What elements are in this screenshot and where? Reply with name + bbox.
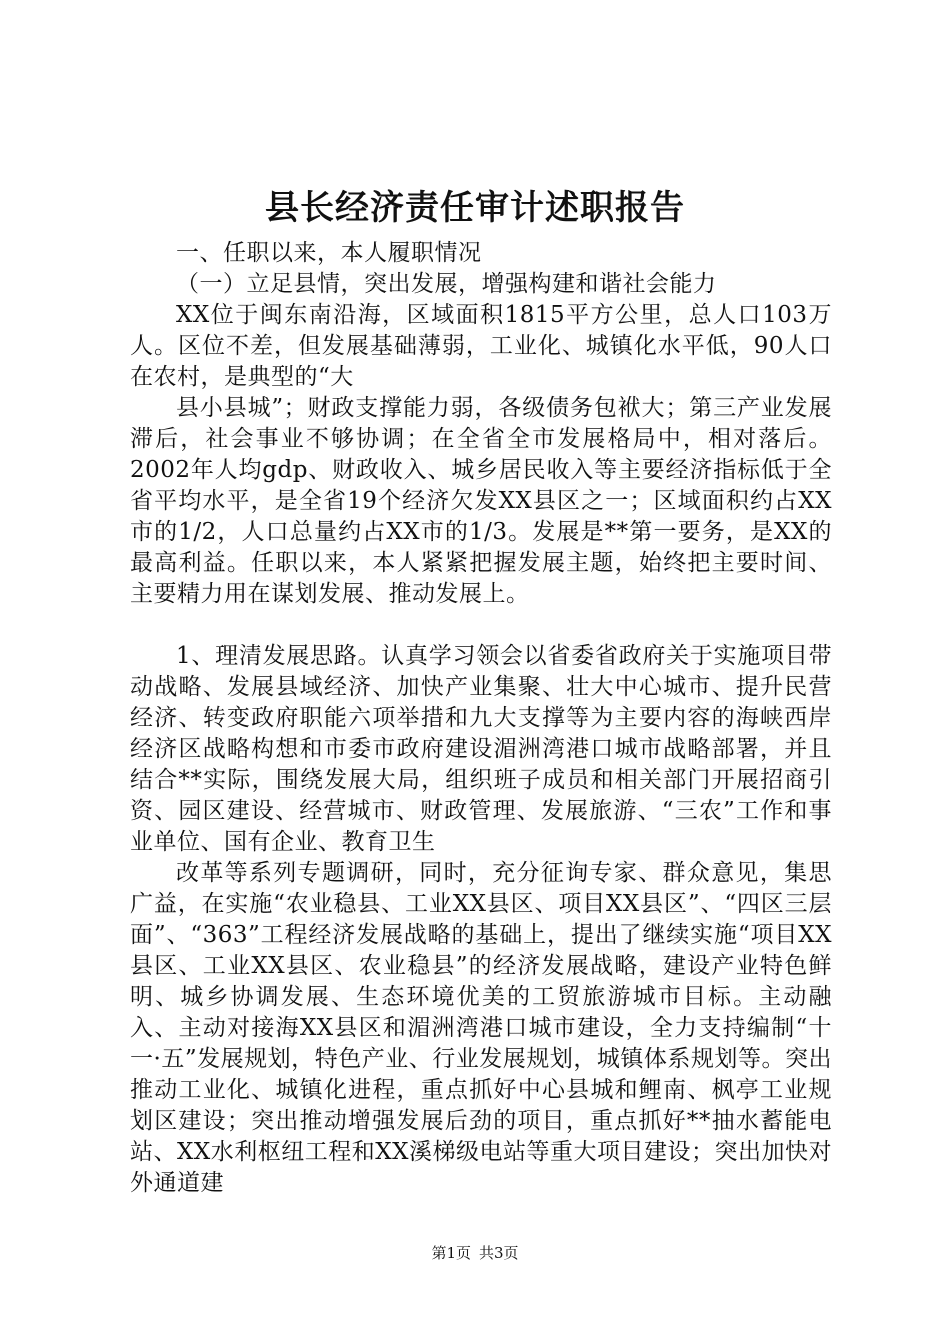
page-number: 第1页 bbox=[431, 1244, 471, 1262]
document-body bbox=[130, 238, 832, 1199]
body-paragraph: XX位于闽东南沿海，区域面积1815平方公里，总人口103万人。区位不差，但发展基础薄弱，工业化、城镇化水平低，90人口在农村，是典型的“大 bbox=[130, 302, 832, 390]
subsection-heading: （一）立足县情，突出发展，增强构建和谐社会能力 bbox=[176, 271, 717, 297]
body-paragraph: 县小县城”；财政支撑能力弱，各级债务包袱大；第三产业发展滞后，社会事业不够协调；在全省全市发展格局中，相对落后。2002年人均gdp、财政收入、城乡居民收入等主要经济指标低于全省平均水平，是全省19个经济欠发XX县区之一；区域面积约占XX市的1/2，人口总量约占XX市的1/3。发展是**第一要务，是XX的最高利益。任职以来，本人紧紧把握发展主题，始终把主要时间、主要精力用在谋划发展、推动发展上。 bbox=[130, 395, 832, 607]
body-paragraph: 改革等系列专题调研，同时，充分征询专家、群众意见，集思广益，在实施“农业稳县、工业XX县区、项目XX县区”、“四区三层面”、“363”工程经济发展战略的基础上，提出了继续实施“项目XX县区、工业XX县区、农业稳县”的经济发展战略，建设产业特色鲜明、城乡协调发展、生态环境优美的工贸旅游城市目标。主动融入、主动对接海XX县区和湄洲湾港口城市建设，全力支持编制“十一·五”发展规划，特色产业、行业发展规划，城镇体系规划等。突出推动工业化、城镇化进程，重点抓好中心县城和鲤南、枫亭工业规划区建设；突出推动增强发展后劲的项目，重点抓好**抽水蓄能电站、XX水利枢纽工程和XX溪梯级电站等重大项目建设；突出加快对外通道建 bbox=[130, 860, 832, 1196]
section-heading: 一、任职以来，本人履职情况 bbox=[176, 240, 482, 266]
page-footer bbox=[0, 1243, 950, 1263]
body-paragraph: 1、理清发展思路。认真学习领会以省委省政府关于实施项目带动战略、发展县域经济、加快产业集聚、壮大中心城市、提升民营经济、转变政府职能六项举措和九大支撑等为主要内容的海峡西岸经济区战略构想和市委市政府建设湄洲湾港口城市战略部署，并且结合**实际，围绕发展大局，组织班子成员和相关部门开展招商引资、园区建设、经营城市、财政管理、发展旅游、“三农”工作和事业单位、国有企业、教育卫生 bbox=[130, 643, 832, 855]
page-title: 县长经济责任审计述职报告 bbox=[265, 188, 685, 228]
page-total: 共3页 bbox=[479, 1244, 519, 1262]
paragraph-spacer bbox=[130, 610, 832, 641]
